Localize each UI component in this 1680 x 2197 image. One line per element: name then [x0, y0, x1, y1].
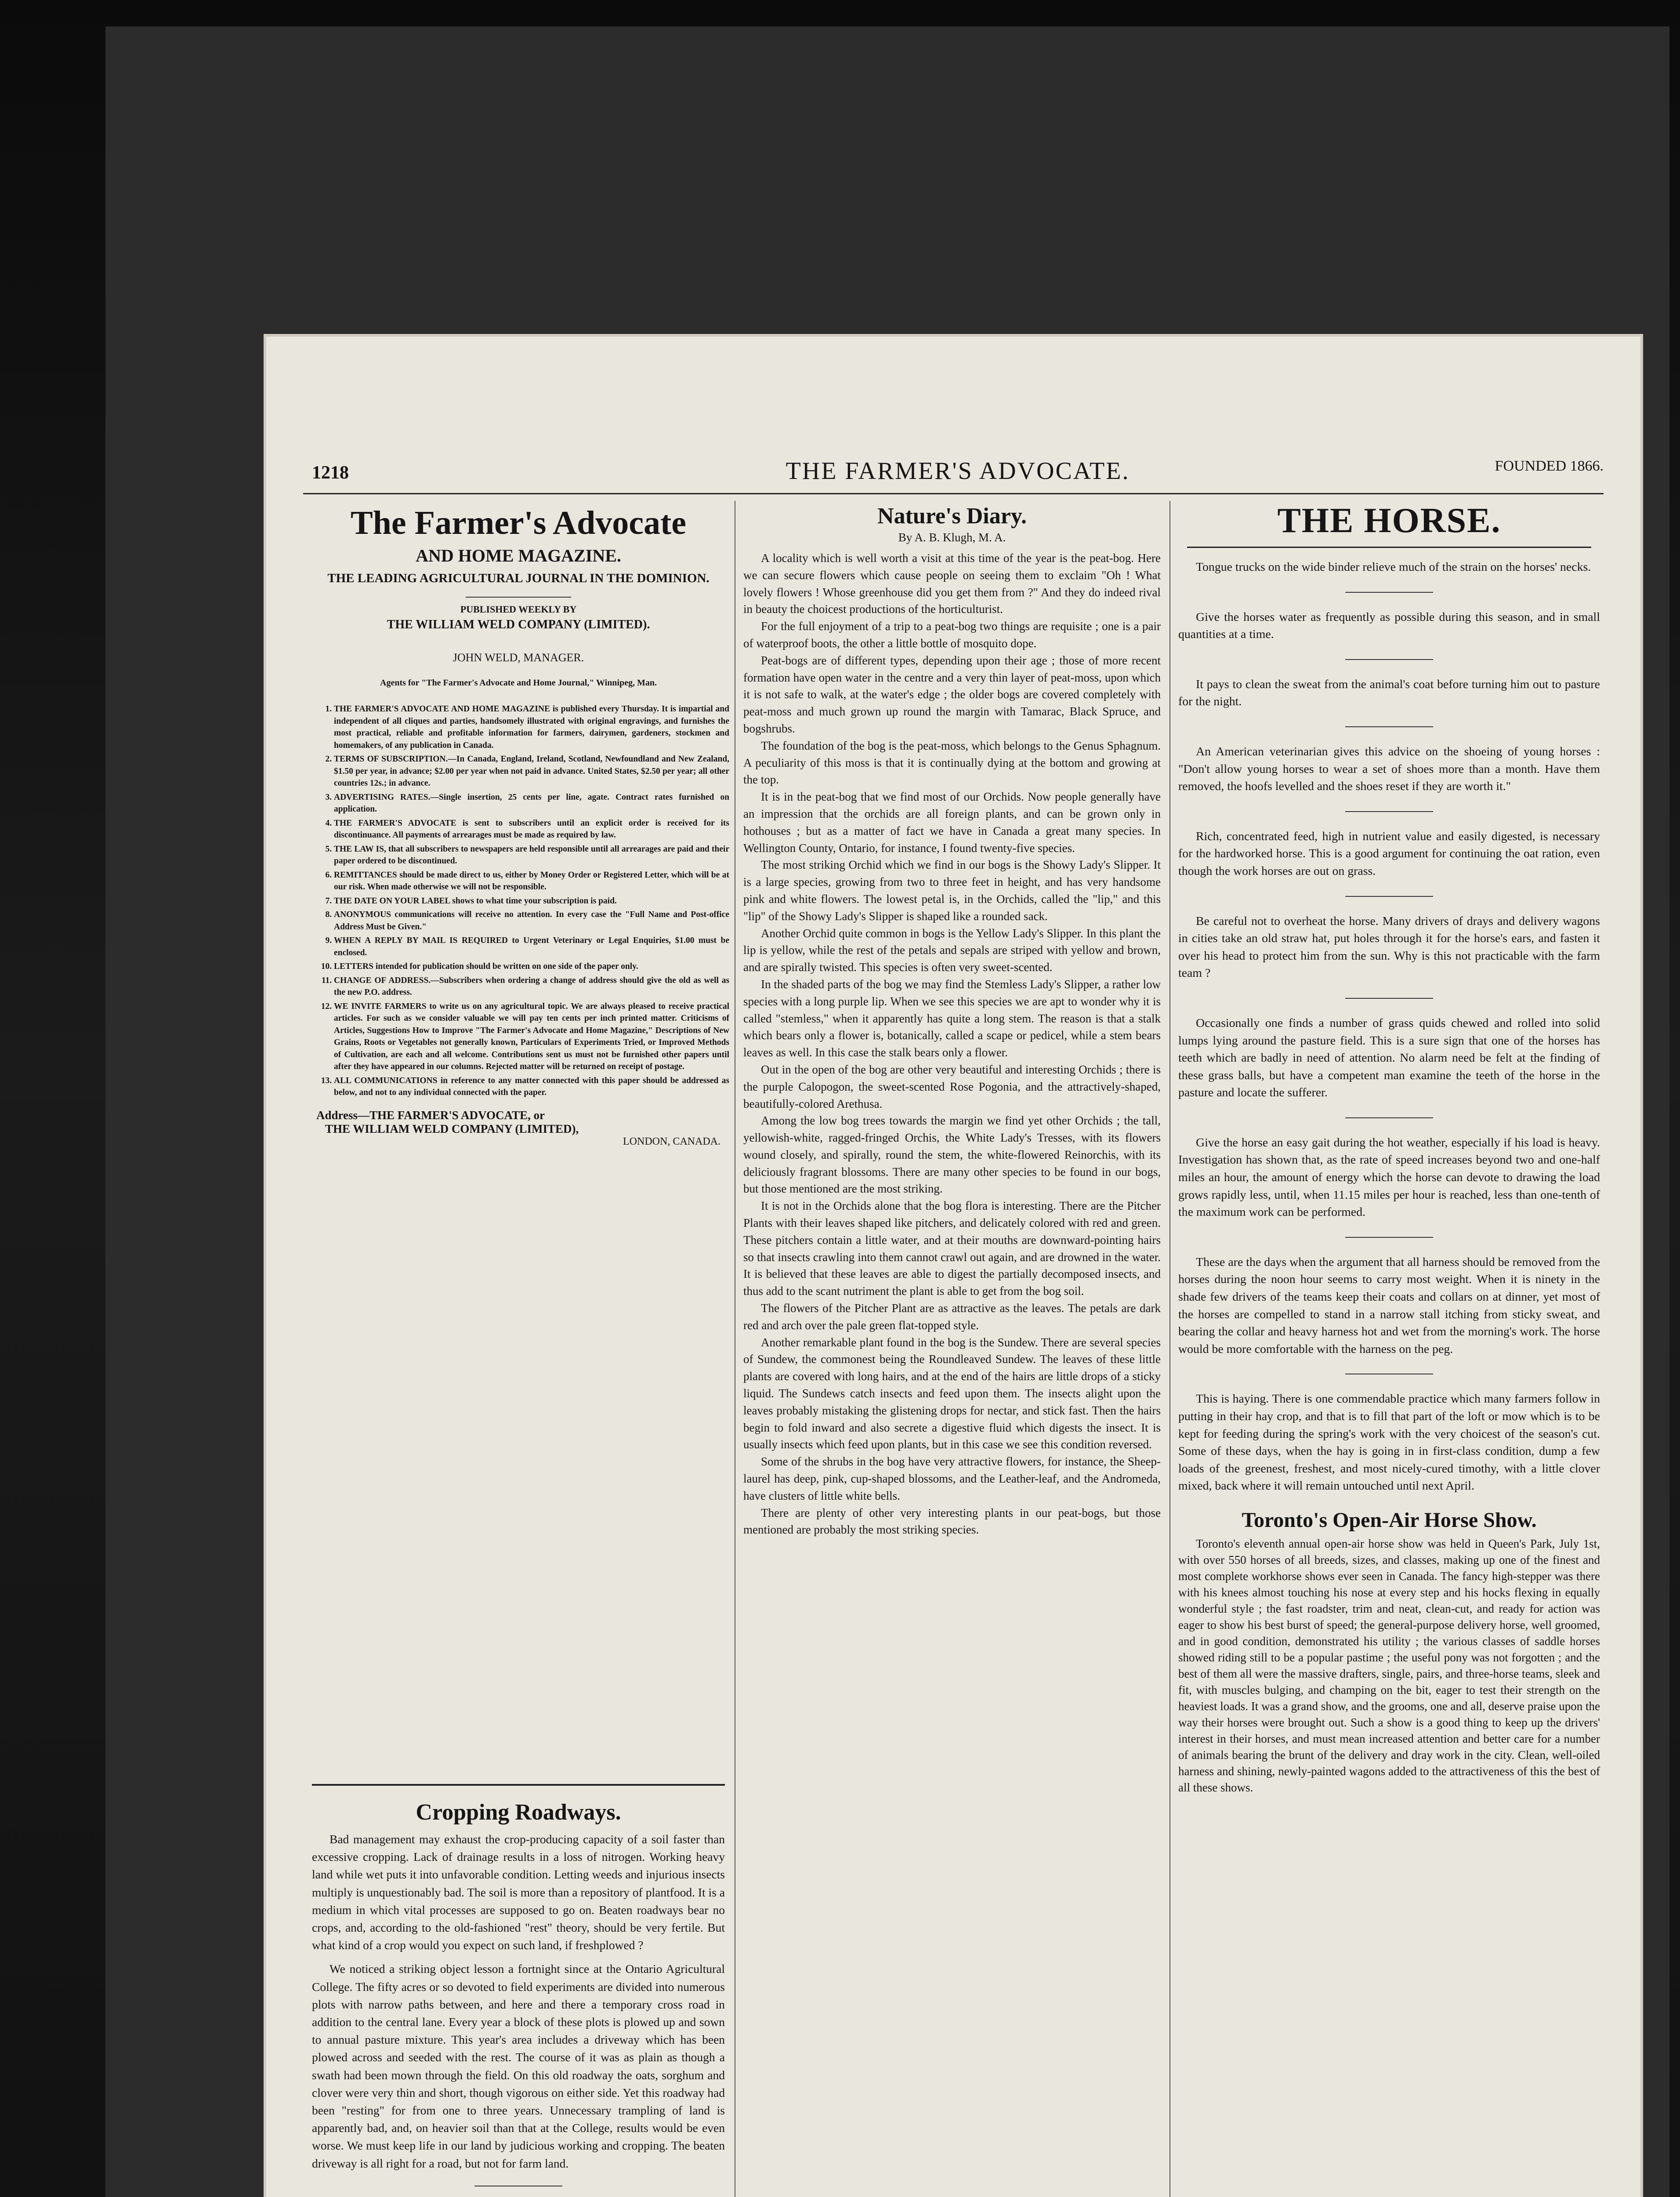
paragraph: Bad management may exhaust the crop-producing capacity of a soil faster than excessive cropping. Lack of drainage results in a loss of nitrogen. Working heavy land while wet puts it into unfavorable condition. Letting weeds and injurious insects multiply is unquestionably bad. The soil is more than a repository of plantfood. It is a medium in which vital processes are supposed to go on. Beaten roadways bear no crops, and, according to the old-fashioned "rest" theory, should be very fertile. But what kind of a crop would you expect on such land, if freshplowed ?	[312, 1832, 725, 1952]
masthead	[308, 503, 729, 1148]
term-item: 3. ADVERTISING RATES.—Single insertion, 25 cents per line, agate. Contract rates furnished on application.	[334, 791, 729, 816]
masthead-bottom-rule	[312, 1784, 725, 1786]
term-item: 13. ALL COMMUNICATIONS in reference to any matter connected with this paper should be addressed as below, and not to any individual connected with the paper.	[334, 1075, 729, 1099]
paragraph: Out in the open of the bog are other very beautiful and interesting Orchids ; there is the purple Calopogon, the sweet-scented Rose Pogonia, and the attractively-shaped, beautifully-colored Arethusa.	[743, 1062, 1161, 1110]
horse-item: Rich, concentrated feed, high in nutrient value and easily digested, is necessary for the hardworked horse. This is a good argument for continuing the oat ration, even though the work horses are out on grass.	[1178, 829, 1600, 878]
toronto-heading: Toronto's Open-Air Horse Show.	[1242, 1508, 1537, 1532]
agents-note: Agents for "The Farmer's Advocate and Home Journal," Winnipeg, Man.	[380, 678, 657, 688]
term-item: 5. THE LAW IS, that all subscribers to newspapers are held responsible until all arrearages are paid and their paper ordered to be discontinued.	[334, 843, 729, 867]
paragraph: In the shaded parts of the bog we may find the Stemless Lady's Slipper, a rather low species with a long purple lip. When we see this species we are apt to wonder why it is called "stemless," when it apparently has quite a long stem. The reason is that a stalk which bears only a flower is, botanically, called a scape or pedicel, while a stem bears leaves as well. In this case the stalk bears only a flower.	[743, 977, 1161, 1059]
cropping-heading: Cropping Roadways.	[416, 1800, 621, 1825]
horse-item: Tongue trucks on the wide binder relieve much of the strain on the horses' necks.	[1196, 560, 1591, 574]
running-title: THE FARMER'S ADVOCATE.	[786, 457, 1130, 485]
horse-item: Be careful not to overheat the horse. Many drivers of drays and delivery wagons in cities take an old straw hat, put holes through it for the horse's ears, and fasten it over his head to protect him from the sun. Why is this not practicable with the farm team ?	[1178, 914, 1600, 980]
horse-heading-rule	[1187, 547, 1591, 548]
diary-article	[743, 503, 1161, 1538]
horse-item: It pays to clean the sweat from the animal's coat before turning him out to pasture for the night.	[1178, 677, 1600, 709]
horse-heading: THE HORSE.	[1277, 501, 1501, 540]
publisher-name: THE WILLIAM WELD COMPANY (LIMITED).	[387, 618, 650, 631]
founded-note: FOUNDED 1866.	[1495, 458, 1604, 474]
horse-body	[1178, 558, 1600, 1495]
paragraph: The most striking Orchid which we find in our bogs is the Showy Lady's Slipper. It is a large species, growing from two to three feet in height, and has very handsome pink and white flowers. The lowest petal is, in the Orchids, called the "lip," and this "lip" of the Showy Lady's Slipper is shaped like a rounded sack.	[743, 858, 1161, 923]
cropping-body	[312, 1831, 725, 2172]
divider	[1345, 726, 1433, 727]
paragraph: Another remarkable plant found in the bog is the Sundew. There are several species of Sundew, the commonest being the Roundleaved Sundew. The leaves of these little plants are covered with long hairs, and at the end of the hairs are little drops of a sticky liquid. The Sundews catch insects and feed upon them. The insects alight upon the leaves probably mistaking the glistening drops for nectar, and stick fast. Then the hairs begin to fold inward and also secrete a digestive fluid which digests the insect. It is usually insects which feed upon plants, but in this case we see this condition reversed.	[743, 1335, 1161, 1451]
term-item: 11. CHANGE OF ADDRESS.—Subscribers when ordering a change of address should give the old as well as the new P.O. address.	[334, 975, 729, 999]
divider	[1345, 811, 1433, 812]
diary-byline: By A. B. Klugh, M. A.	[898, 531, 1006, 544]
term-item: 9. WHEN A REPLY BY MAIL IS REQUIRED to Urgent Veterinary or Legal Enquiries, $1.00 must be enclosed.	[334, 935, 729, 959]
divider	[1345, 592, 1433, 593]
horse-item: Give the horse an easy gait during the hot weather, especially if his load is heavy. Investigation has shown that, as the rate of speed increases beyond two and one-half miles an hour, the amount of energy which the horse can devote to drawing the load grows rapidly less, until, when 11.15 miles per hour is reached, less than one-tenth of the maximum work can be performed.	[1178, 1135, 1600, 1219]
paragraph: It is in the peat-bog that we find most of our Orchids. Now people generally have an impression that the orchids are all foreign plants, and can be grown only in hothouses ; but as a matter of fact we have in Canada a great many species. In Wellington County, Ontario, for instance, I found twenty-five species.	[743, 790, 1161, 855]
masthead-title: The Farmer's Advocate	[350, 504, 687, 541]
term-item: 8. ANONYMOUS communications will receive no attention. In every case the "Full Name and Post-office Address Must be Given."	[334, 909, 729, 933]
divider	[1345, 998, 1433, 999]
column-separator-2	[1169, 501, 1170, 2197]
paragraph: It is not in the Orchids alone that the bog flora is interesting. There are the Pitcher Plants with their leaves shaped like pitchers, and delicately colored with red and green. These pitchers contain a little water, and at their mouths are downward-pointing hairs so that insects crawling into them cannot crawl out again, and are drowned in the water. It is believed that these leaves are able to digest the partially decomposed insects, and thus add to the scant nutriment the plant is able to get from the bog soil.	[743, 1199, 1161, 1298]
terms-list	[308, 703, 729, 1099]
published-line: PUBLISHED WEEKLY BY	[460, 604, 577, 615]
masthead-subtitle: AND HOME MAGAZINE.	[416, 546, 621, 566]
header-rule	[303, 493, 1604, 494]
horse-item: Give the horses water as frequently as possible during this season, and in small quantities at a time.	[1178, 610, 1600, 642]
horse-item: Occasionally one finds a number of grass quids chewed and rolled into solid lumps lying around the pasture field. This is a sure sign that one of the horses has teeth which are badly in need of attention. No alarm need be felt at the finding of these grass balls, but have a competent man examine the teeth of the horse in the pasture and locate the sufferer.	[1178, 1016, 1600, 1100]
paragraph: For the full enjoyment of a trip to a peat-bog two things are requisite ; one is a pair of waterproof boots, the other a little bottle of mosquito dope.	[743, 620, 1161, 650]
paragraph: A locality which is well worth a visit at this time of the year is the peat-bog. Here we can secure flowers which cause people on seeing them to exclaim "Oh ! What lovely flowers ! Whose greenhouse did you get them from ?" And they do indeed rival in beauty the choicest productions of the horticulturist.	[743, 551, 1161, 616]
horse-item: This is haying. There is one commendable practice which many farmers follow in putting in their hay crop, and that is to fill that part of the loft or mow which is to be kept for feeding during the spring's work with the very choicest of the season's cut. Some of these days, when the hay is going in in first-class condition, dump a few loads of the greenest, freshest, and most nicely-cured timothy, with a little clover mixed, back where it will remain untouched until next April.	[1178, 1392, 1600, 1493]
paragraph: The flowers of the Pitcher Plant are as attractive as the leaves. The petals are dark red and arch over the pale green flat-topped style.	[743, 1302, 1161, 1332]
divider	[1345, 1237, 1433, 1238]
diary-body	[743, 550, 1161, 1538]
masthead-tagline: THE LEADING AGRICULTURAL JOURNAL IN THE DOMINION.	[327, 571, 710, 585]
term-item: 10. LETTERS intended for publication should be written on one side of the paper only.	[334, 961, 729, 973]
paragraph: There are plenty of other very interesting plants in our peat-bogs, but those mentioned are probably the most striking species.	[743, 1506, 1161, 1537]
page-number: 1218	[312, 463, 349, 483]
paragraph: Another Orchid quite common in bogs is the Yellow Lady's Slipper. In this plant the lip is yellow, while the rest of the petals and sepals are striped with yellow and brown, and are spirally twisted. This species is often very sweet-scented.	[743, 926, 1161, 974]
address-line-2: THE WILLIAM WELD COMPANY (LIMITED),	[325, 1122, 579, 1135]
paragraph: Peat-bogs are of different types, depending upon their age ; those of more recent formation have open water in the centre and a very thin layer of peat-moss, upon which it is not safe to walk, at the water's edge ; the older bogs are covered completely with peat-moss and much grown up round the margin with Tamarac, Black Spruce, and bogshrubs.	[743, 653, 1161, 735]
horse-item: An American veterinarian gives this advice on the shoeing of young horses : "Don't allow young horses to wear a set of shoes more than a month. Have them removed, the hoofs levelled and the shoes reset if they are worth it."	[1178, 744, 1600, 794]
toronto-body: Toronto's eleventh annual open-air horse show was held in Queen's Park, July 1st, with over 550 horses of all breeds, sizes, and classes, making up one of the finest and most complete workhorse shows ever seen in Canada. The fancy high-stepper was there with his knees almost touching his nose at every step and his hocks flexing in equally wonderful style ; the fast roadster, trim and neat, clean-cut, and ready for action was eager to show his best burst of speed; the general-purpose delivery horse, well groomed, and in good condition, demonstrated his utility ; the various classes of saddle horses showed riding still to be a popular pastime ; the useful pony was not forgotten ; and the best of them all were the massive drafters, single, pairs, and three-horse teams, sleek and fit, with muscles bulging, and champing on the bit, eager to test their strength on the heaviest loads. It was a grand show, and the grooms, one and all, deserve praise upon the way their horses were brought out. Such a show is a good thing to keep up the drivers' interest in their horses, and must mean increased attention and better care for a number of animals bearing the brunt of the delivery and dray work in the city. Clean, well-oiled harness and shining, newly-painted wagons added to the attractiveness of this the best of all these shows.	[1178, 1537, 1600, 1794]
term-item: 6. REMITTANCES should be made direct to us, either by Money Order or Registered Letter, which will be at our risk. When made otherwise we will not be responsible.	[334, 869, 729, 893]
divider	[466, 597, 571, 598]
term-item: 12. WE INVITE FARMERS to write us on any agricultural topic. We are always pleased to receive practical articles. For such as we consider valuable we will pay ten cents per inch printed matter. Criticisms of Articles, Suggestions How to Improve "The Farmer's Advocate and Home Magazine," Descriptions of New Grains, Roots or Vegetables not generally known, Particulars of Experiments Tried, or Improved Methods of Cultivation, are each and all welcome. Contributions sent us must not be furnished other papers until after they have appeared in our columns. Rejected matter will be returned on receipt of postage.	[334, 1001, 729, 1073]
divider	[1345, 659, 1433, 660]
term-item: 2. TERMS OF SUBSCRIPTION.—In Canada, England, Ireland, Scotland, Newfoundland and New Zealand, $1.50 per year, in advance; $2.00 per year when not paid in advance. United States, $2.50 per year; all other countries 12s.; in advance.	[334, 753, 729, 790]
newspaper-page	[264, 334, 1643, 2197]
paragraph: Among the low bog trees towards the margin we find yet other Orchids ; the tall, yellowish-white, ragged-fringed Orchis, the White Lady's Tresses, with its flowers wound closely, and spirally, round the stem, the white-flowered Reinorchis, with its deliciously fragrant blossoms. There are many other species to be found in our bogs, but those mentioned are the most striking.	[743, 1114, 1161, 1196]
paragraph: We noticed a striking object lesson a fortnight since at the Ontario Agricultural College. The fifty acres or so devoted to field experiments are divided into numerous plots with narrow paths between, and here and there a temporary cross road in addition to the central lane. Every year a block of these plots is plowed up and sown to annual pasture mixture. This year's area includes a driveway which has been plowed across and seeded with the rest. The course of it was as plain as though a swath had been mown through the field. On this old roadway the oats, sorghum and clover were very thin and short, though vigorous on either side. Yet this roadway had been "resting" for from one to three years. Unnecessary trampling of land is apparently bad, and, on heavier soil than that at the College, results would be even worse. We must keep life in our land by judicious working and cropping. The beaten driveway is all right for a road, but not for farm land.	[312, 1962, 725, 2170]
paragraph: The foundation of the bog is the peat-moss, which belongs to the Genus Sphagnum. A peculiarity of this moss is that it is continually dying at the bottom and growing at the top.	[743, 739, 1161, 787]
diary-heading: Nature's Diary.	[877, 504, 1027, 529]
address-line-1: Address—THE FARMER'S ADVOCATE, or	[316, 1108, 545, 1122]
term-item: 1. THE FARMER'S ADVOCATE AND HOME MAGAZINE is published every Thursday. It is impartial and independent of all cliques and parties, handsomely illustrated with original engravings, and furnishes the most practical, reliable and profitable information for farmers, dairymen, gardeners, stockmen and homemakers, of any publication in Canada.	[334, 703, 729, 751]
paragraph: Some of the shrubs in the bog have very attractive flowers, for instance, the Sheep-laurel has deep, pink, cup-shaped blossoms, and the Leather-leaf, and the Andromeda, have clusters of little white bells.	[743, 1455, 1161, 1502]
divider	[1345, 1117, 1433, 1118]
term-item: 7. THE DATE ON YOUR LABEL shows to what time your subscription is paid.	[334, 895, 729, 907]
address-line-3: LONDON, CANADA.	[623, 1135, 721, 1147]
cropping-article	[312, 1799, 725, 2197]
divider	[1345, 896, 1433, 897]
horse-item: These are the days when the argument that all harness should be removed from the horses during the noon hour seems to carry most weight. When it is ninety in the shade few drivers of the teams keep their coats and collars on at dinner, yet most of the horses are compelled to stand in a narrow stall itching from sticky sweat, and bearing the collar and heavy harness hot and wet from the morning's work. The horse would be more comfortable with the harness on the peg.	[1178, 1255, 1600, 1356]
manager-name: JOHN WELD, MANAGER.	[453, 651, 584, 664]
horse-section	[1178, 501, 1600, 1796]
term-item: 4. THE FARMER'S ADVOCATE is sent to subscribers until an explicit order is received for its discontinuance. All payments of arrearages must be made as required by law.	[334, 817, 729, 841]
